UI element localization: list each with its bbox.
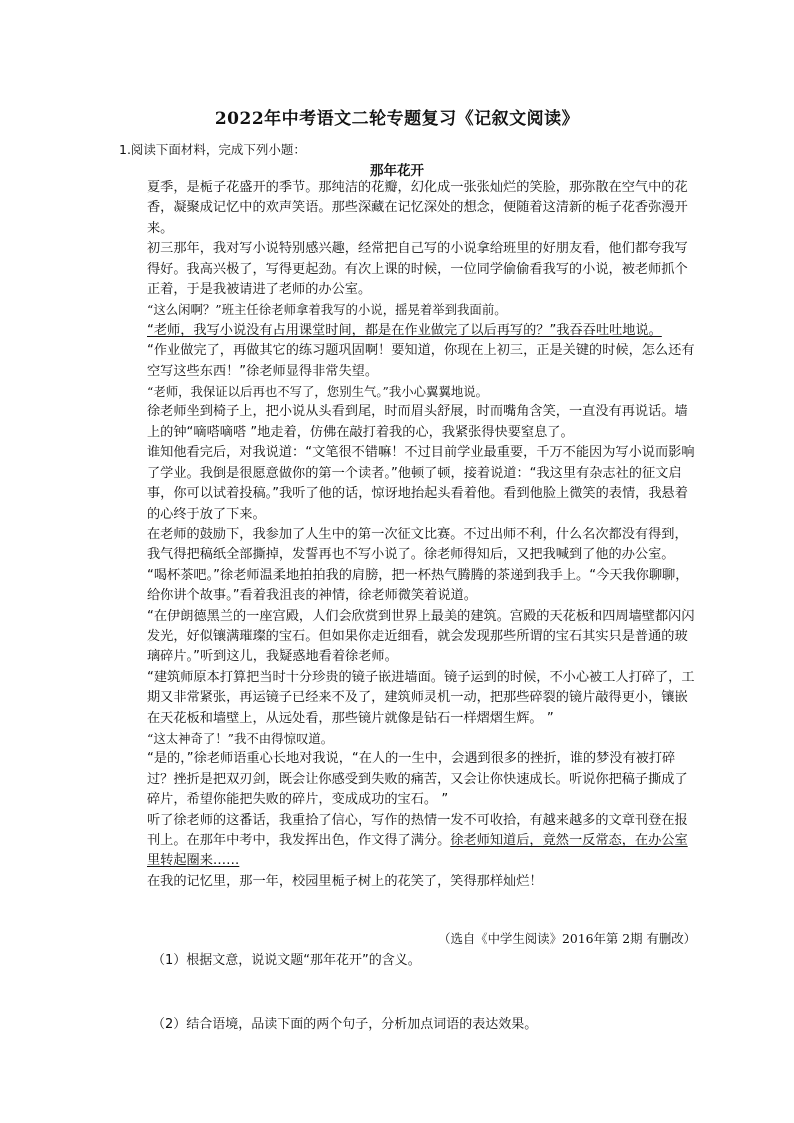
story-body — [147, 178, 699, 892]
paragraph-15-text: 听了徐老师的这番话，我重拾了信心，写作的热情一发不可收拾，有越来越多的文章刊登在报刊上。在那年中考中，我发挥出色，作文得了满分。 — [147, 812, 688, 848]
story-title: 那年花开 — [370, 163, 424, 179]
paragraph-5: “作业做完了，再做其它的练习题巩固啊！要知道，你现在上初三，正是关键的时候，怎么还有空写这些东西！”徐老师显得非常失望。 — [147, 343, 695, 379]
paragraph-11: “在伊朗德黑兰的一座宫殿，人们会欣赏到世界上最美的建筑。宫殿的天花板和四周墙壁都闪闪发光，好似镶满璀璨的宝石。但如果你走近细看，就会发现那些所谓的宝石其实只是普通的玻璃碎片。”听到这儿，我疑惑地看着徐老师。 — [147, 608, 695, 665]
sub-question-2: （2）结合语境，品读下面的两个句子，分析加点词语的表达效果。 — [152, 1017, 538, 1032]
paragraph-7: 徐老师坐到椅子上，把小说从头看到尾，时而眉头舒展，时而嘴角含笑，一直没有再说话。墙上的钟“嘀嗒嘀嗒 ”地走着，仿佛在敲打着我的心，我紧张得快要窒息了。 — [147, 404, 688, 440]
paragraph-4-underlined: “老师，我写小说没有占用课堂时间，都是在作业做完了以后再写的？”我吞吞吐吐地说。 — [147, 322, 662, 338]
paragraph-14: “是的，”徐老师语重心长地对我说，“在人的一生中，会遇到很多的挫折，谁的梦没有被打碎过？挫折是把双刃剑，既会让你感受到失败的痛苦，又会让你快速成长。听说你把稿子撕成了碎片，希望你能把失败的碎片，变成成功的宝石。 ” — [147, 751, 688, 808]
paragraph-13: “这太神奇了！”我不由得惊叹道。 — [147, 730, 334, 746]
paragraph-10: “喝杯茶吧。”徐老师温柔地拍拍我的肩膀，把一杯热气腾腾的茶递到我手上。“今天我你聊聊，给你讲个故事。”看着我沮丧的神情，徐老师微笑着说道。 — [147, 567, 689, 604]
paragraph-12: “建筑师原本打算把当时十分珍贵的镜子嵌进墙面。镜子运到的时候，不小心被工人打碎了，工期又非常紧张，再运镜子已经来不及了，建筑师灵机一动，把那些碎裂的镜片敲得更小，镶嵌在天花板和墙壁上，从远处看，那些镜片就像是钻石一样熠熠生辉。 ” — [147, 669, 695, 726]
paragraph-16: 在我的记忆里，那一年，校园里栀子树上的花笑了，笑得那样灿烂！ — [147, 873, 543, 889]
paragraph-15 — [147, 811, 699, 872]
source-citation: （选自《中学生阅读》2016年第 2期 有删改） — [438, 931, 696, 946]
sub-question-1: （1）根据文意，说说文题“那年花开”的含义。 — [152, 953, 421, 968]
paragraph-2: 初三那年，我对写小说特别感兴趣，经常把自己写的小说拿给班里的好朋友看，他们都夸我写得好。我高兴极了，写得更起劲。有次上课的时候，一位同学偷偷看我写的小说，被老师抓个正着，于是我被请进了老师的办公室。 — [147, 241, 688, 298]
paragraph-9: 在老师的鼓励下，我参加了人生中的第一次征文比赛。不过出师不利，什么名次都没有得到，我气得把稿纸全部撕掉，发誓再也不写小说了。徐老师得知后，又把我喊到了他的办公室。 — [147, 526, 688, 563]
document-title: 2022年中考语文二轮专题复习《记叙文阅读》 — [214, 109, 580, 129]
paragraph-15-underlined: 徐老师知道后，竟然一反常态，在办公室里转起圈来…… — [147, 833, 688, 869]
paragraph-3: “这么闲啊？”班主任徐老师拿着我写的小说，摇晃着举到我面前。 — [147, 302, 507, 318]
question-intro: 1.阅读下面材料，完成下列小题： — [119, 142, 306, 157]
paragraph-1: 夏季，是栀子花盛开的季节。那纯洁的花瓣，幻化成一张张灿烂的笑脸，那弥散在空气中的花香，凝聚成记忆中的欢声笑语。那些深藏在记忆深处的想念，便随着这清新的栀子花香弥漫开来。 — [147, 180, 688, 236]
paragraph-8: 谁知他看完后，对我说道：“文笔很不错嘛！不过目前学业最重要，千万不能因为写小说而影响了学业。我倒是很愿意做你的第一个读者。”他顿了顿，接着说道：“我这里有杂志社的征文启事，你可以试着投稿。”我听了他的话，惊讶地抬起头看着他。看到他脸上微笑的表情，我悬着的心终于放了下来。 — [147, 445, 695, 522]
paragraph-6: “老师，我保证以后再也不写了，您别生气。”我小心翼翼地说。 — [147, 384, 489, 400]
